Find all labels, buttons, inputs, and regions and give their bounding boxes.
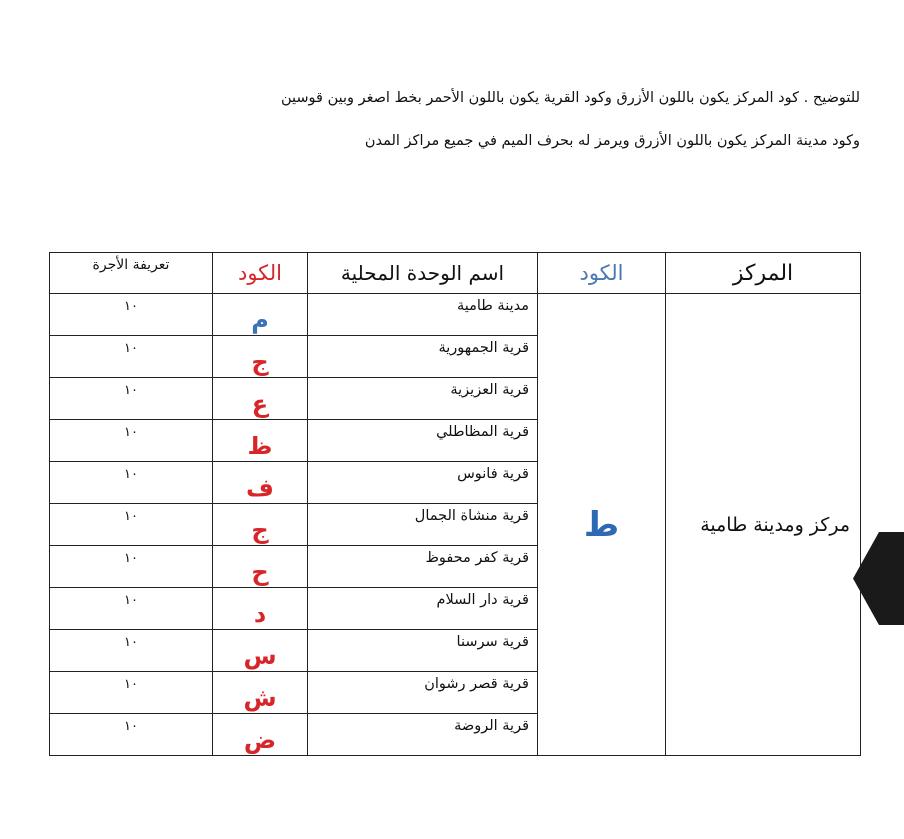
fee-cell: ١٠ xyxy=(50,294,213,336)
fee-cell: ١٠ xyxy=(50,714,213,756)
unit-name-cell: قرية دار السلام xyxy=(308,588,538,630)
unit-code-cell: س xyxy=(213,630,308,672)
fee-cell: ١٠ xyxy=(50,504,213,546)
unit-code-cell: ف xyxy=(213,462,308,504)
unit-name-cell: قرية قصر رشوان xyxy=(308,672,538,714)
unit-name-cell: قرية فانوس xyxy=(308,462,538,504)
note-line-1: للتوضيح . كود المركز يكون باللون الأزرق وكود القرية يكون باللون الأحمر بخط اصغر وبين قوسين xyxy=(280,90,860,106)
unit-code-cell: م xyxy=(213,294,308,336)
fee-cell: ١٠ xyxy=(50,462,213,504)
codes-table xyxy=(49,252,861,756)
unit-code-cell: ظ xyxy=(213,420,308,462)
unit-name-cell: قرية سرسنا xyxy=(308,630,538,672)
fee-cell: ١٠ xyxy=(50,546,213,588)
unit-name-cell: مدينة طامية xyxy=(308,294,538,336)
fee-cell: ١٠ xyxy=(50,672,213,714)
table-body xyxy=(50,294,861,756)
unit-code-cell: ح xyxy=(213,546,308,588)
unit-name-cell: قرية العزيزية xyxy=(308,378,538,420)
table-header-row xyxy=(50,253,861,294)
fee-cell: ١٠ xyxy=(50,378,213,420)
unit-code-cell: ج xyxy=(213,504,308,546)
center-code-cell: ط xyxy=(538,294,666,756)
unit-name-cell: قرية كفر محفوظ xyxy=(308,546,538,588)
unit-code-cell: ع xyxy=(213,378,308,420)
chevron-left-icon[interactable] xyxy=(853,532,904,625)
unit-name-cell: قرية الجمهورية xyxy=(308,336,538,378)
header-unit-code: الكود xyxy=(213,253,308,294)
table-row xyxy=(50,294,861,336)
header-center: المركز xyxy=(666,253,861,294)
fee-cell: ١٠ xyxy=(50,588,213,630)
fee-cell: ١٠ xyxy=(50,420,213,462)
unit-code-cell: ش xyxy=(213,672,308,714)
unit-name-cell: قرية الروضة xyxy=(308,714,538,756)
header-unit-name: اسم الوحدة المحلية xyxy=(308,253,538,294)
header-center-code: الكود xyxy=(538,253,666,294)
unit-name-cell: قرية المظاطلي xyxy=(308,420,538,462)
header-fee: تعريفة الأجرة xyxy=(50,253,213,294)
unit-code-cell: د xyxy=(213,588,308,630)
fee-cell: ١٠ xyxy=(50,336,213,378)
fee-cell: ١٠ xyxy=(50,630,213,672)
unit-code-cell: ج xyxy=(213,336,308,378)
unit-code-cell: ض xyxy=(213,714,308,756)
center-name-cell: مركز ومدينة طامية xyxy=(666,294,861,756)
unit-name-cell: قرية منشاة الجمال xyxy=(308,504,538,546)
note-line-2: وكود مدينة المركز يكون باللون الأزرق ويرمز له بحرف الميم في جميع مراكز المدن xyxy=(364,133,860,149)
